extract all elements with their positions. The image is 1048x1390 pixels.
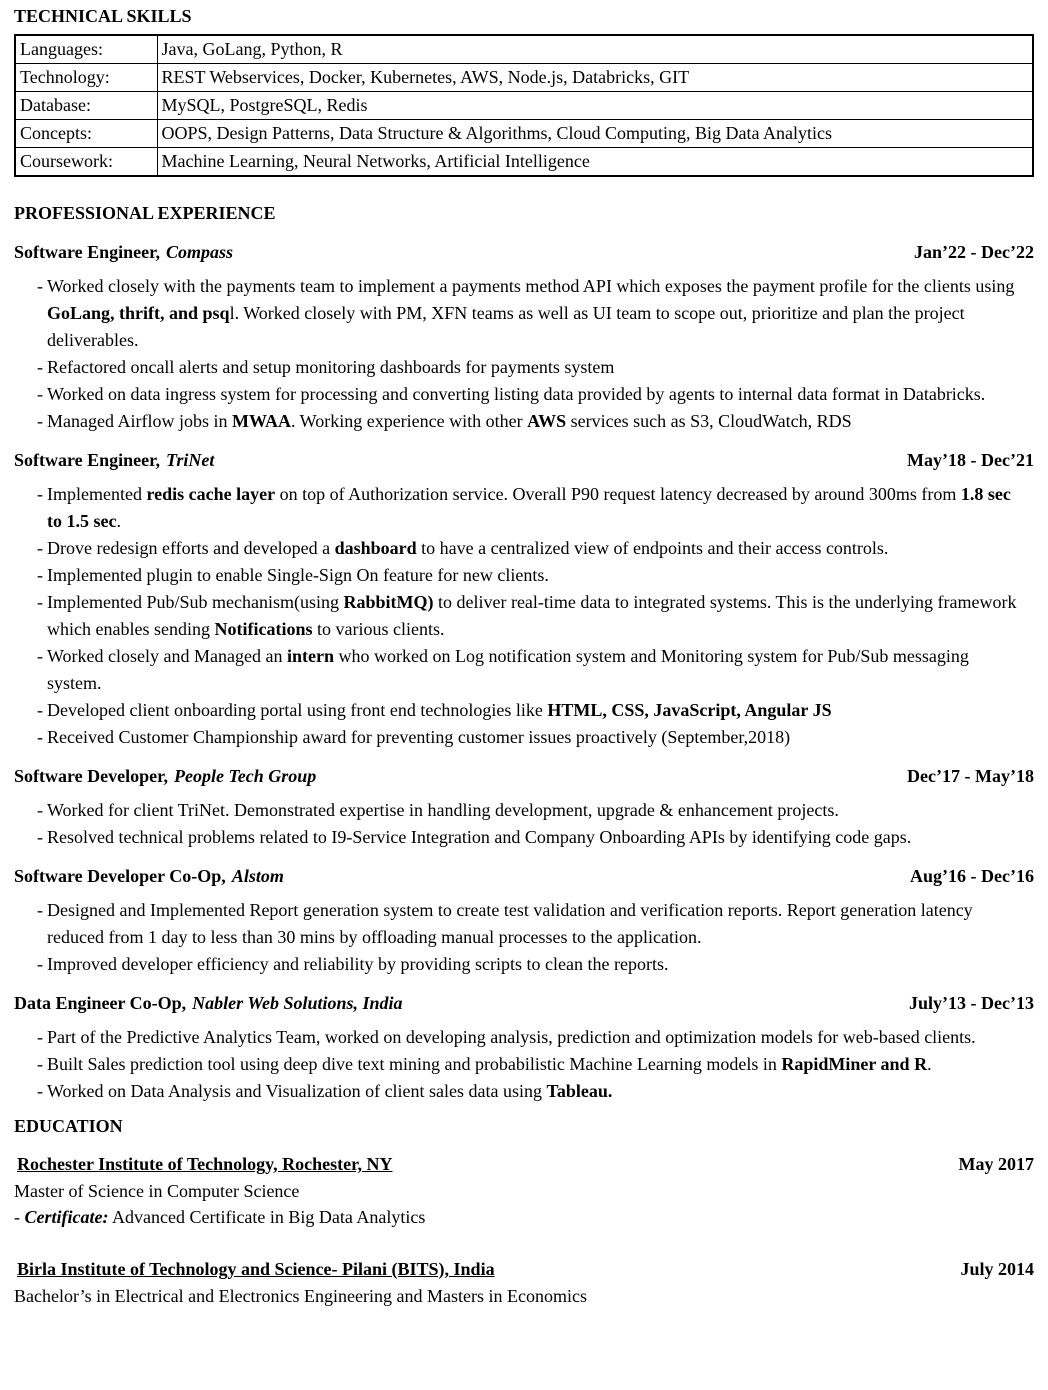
text-run: Implemented	[47, 484, 147, 504]
job-bullets	[14, 481, 1034, 751]
job-title: Data Engineer Co-Op,	[14, 993, 187, 1013]
skill-category-cell: Concepts:	[15, 120, 157, 148]
bullet-item	[14, 589, 1034, 643]
bold-text-run: AWS	[527, 411, 567, 431]
job-title-group	[14, 239, 233, 266]
bullet-item	[14, 897, 1034, 951]
text-run: to deliver real-time data to integrated systems. This is the underlying framework which enables sending	[47, 592, 1017, 639]
skills-table-row	[15, 64, 1033, 92]
bold-text-run: intern	[286, 646, 334, 666]
bullet-item	[14, 697, 1034, 724]
bullet-text	[47, 1051, 1034, 1078]
bullet-dash: -	[37, 1027, 43, 1047]
bullet-dash: -	[37, 954, 43, 974]
text-run: .	[116, 511, 121, 531]
bullet-dash: -	[37, 411, 43, 431]
job-header	[14, 990, 1034, 1017]
text-run: Part of the Predictive Analytics Team, worked on developing analysis, prediction and optimization models for web-based clients.	[47, 1027, 976, 1047]
text-run: Implemented plugin to enable Single-Sign On feature for new clients.	[47, 565, 549, 585]
text-run: Managed Airflow jobs in	[47, 411, 232, 431]
bullet-text	[47, 724, 1034, 751]
bullet-dash: -	[37, 357, 43, 377]
skill-value-cell: Java, GoLang, Python, R	[157, 35, 1033, 64]
text-run: Resolved technical problems related to I9-Service Integration and Company Onboarding APIs by identifying code gaps.	[47, 827, 912, 847]
bullet-dash: -	[37, 727, 43, 747]
school-detail-line	[14, 1178, 1034, 1204]
job-title-group	[14, 990, 403, 1017]
skill-value-cell: Machine Learning, Neural Networks, Artificial Intelligence	[157, 148, 1033, 177]
job-entry	[14, 763, 1034, 851]
skills-table-row	[15, 120, 1033, 148]
text-run: to have a centralized view of endpoints and their access controls.	[416, 538, 889, 558]
bullet-text	[47, 354, 1034, 381]
skills-table-row	[15, 148, 1033, 177]
school-entry	[14, 1256, 1034, 1309]
bullet-item	[14, 951, 1034, 978]
bold-text-run: RabbitMQ)	[343, 592, 434, 612]
bullet-text	[47, 408, 1034, 435]
bold-italic-text-run: Certificate:	[24, 1207, 109, 1227]
text-run: Drove redesign efforts and developed a	[47, 538, 335, 558]
school-header	[14, 1256, 1034, 1283]
job-header	[14, 239, 1034, 266]
bold-text-run: MWAA	[231, 411, 291, 431]
job-title: Software Engineer,	[14, 242, 160, 262]
bullet-text	[47, 562, 1034, 589]
school-date: May 2017	[958, 1154, 1034, 1174]
job-bullets	[14, 1024, 1034, 1105]
job-dates: Dec’17 - May’18	[907, 766, 1034, 786]
job-company: Compass	[166, 242, 234, 262]
job-header	[14, 763, 1034, 790]
text-run: services such as S3, CloudWatch, RDS	[566, 411, 852, 431]
text-run: to various clients.	[312, 619, 445, 639]
text-run: Advanced Certificate in Big Data Analytics	[108, 1207, 426, 1227]
text-run: Built Sales prediction tool using deep dive text mining and probabilistic Machine Learning models in	[47, 1054, 782, 1074]
job-title: Software Developer,	[14, 766, 168, 786]
job-entry	[14, 990, 1034, 1105]
job-list	[14, 239, 1034, 1105]
job-dates: Aug’16 - Dec’16	[910, 866, 1034, 886]
bold-text-run: redis cache layer	[146, 484, 276, 504]
job-bullets	[14, 273, 1034, 435]
job-dates: July’13 - Dec’13	[909, 993, 1034, 1013]
job-entry	[14, 239, 1034, 435]
bullet-dash: -	[37, 384, 43, 404]
bullet-item	[14, 354, 1034, 381]
text-run: l. Worked closely with PM, XFN teams as well as UI team to scope out, prioritize and plan the project deliverables.	[47, 303, 965, 350]
bullet-text	[47, 897, 1034, 951]
bullet-dash: -	[37, 827, 43, 847]
text-run: Worked for client TriNet. Demonstrated expertise in handling development, upgrade & enhancement projects.	[47, 800, 839, 820]
bullet-text	[47, 697, 1034, 724]
skill-category-cell: Database:	[15, 92, 157, 120]
bold-text-run: HTML, CSS, JavaScript, Angular JS	[547, 700, 832, 720]
bullet-item	[14, 824, 1034, 851]
skill-value-cell: MySQL, PostgreSQL, Redis	[157, 92, 1033, 120]
bullet-item	[14, 408, 1034, 435]
text-run: Worked on Data Analysis and Visualization of client sales data using	[47, 1081, 547, 1101]
job-header	[14, 863, 1034, 890]
text-run: on top of Authorization service. Overall P90 request latency decreased by around 300ms from	[275, 484, 961, 504]
bullet-dash: -	[37, 1054, 43, 1074]
job-entry	[14, 447, 1034, 751]
bullet-item	[14, 535, 1034, 562]
bullet-text	[47, 643, 1034, 697]
bullet-text	[47, 273, 1034, 354]
text-run: -	[14, 1207, 25, 1227]
bold-text-run: 1.8 sec to 1.5 sec	[47, 484, 1011, 531]
text-run: Refactored oncall alerts and setup monitoring dashboards for payments system	[47, 357, 615, 377]
section-technical-skills	[14, 3, 1034, 177]
technical-skills-heading: TECHNICAL SKILLS	[14, 6, 192, 26]
skill-category-cell: Coursework:	[15, 148, 157, 177]
job-title-group	[14, 763, 316, 790]
bullet-dash: -	[37, 800, 43, 820]
job-entry	[14, 863, 1034, 978]
job-title-group	[14, 447, 214, 474]
bullet-text	[47, 535, 1034, 562]
school-name: Rochester Institute of Technology, Rochester, NY	[17, 1154, 393, 1174]
bullet-text	[47, 481, 1034, 535]
school-detail-line	[14, 1204, 1034, 1230]
text-run: . Working experience with other	[290, 411, 528, 431]
bullet-item	[14, 724, 1034, 751]
text-run: who worked on Log notification system and Monitoring system for Pub/Sub messaging system.	[47, 646, 969, 693]
job-dates: Jan’22 - Dec’22	[914, 242, 1034, 262]
school-date: July 2014	[960, 1259, 1034, 1279]
section-professional-experience	[14, 200, 1034, 1105]
skills-table	[14, 34, 1034, 177]
text-run: Worked on data ingress system for processing and converting listing data provided by agents to internal data format in Databricks.	[47, 384, 986, 404]
school-list	[14, 1151, 1034, 1309]
job-company: TriNet	[166, 450, 215, 470]
school-detail-line	[14, 1283, 1034, 1309]
text-run: Developed client onboarding portal using front end technologies like	[47, 700, 548, 720]
text-run: Designed and Implemented Report generation system to create test validation and verification reports. Report generation latency reduced from 1 day to less than 30 mins by offloading manual processes to the application.	[47, 900, 973, 947]
bold-text-run: Tableau.	[546, 1081, 613, 1101]
bullet-text	[47, 1024, 1034, 1051]
job-dates: May’18 - Dec’21	[907, 450, 1034, 470]
bullet-text	[47, 381, 1034, 408]
skill-value-cell: OOPS, Design Patterns, Data Structure & Algorithms, Cloud Computing, Big Data Analytics	[157, 120, 1033, 148]
skills-table-row	[15, 92, 1033, 120]
job-company: Alstom	[231, 866, 284, 886]
text-run: Worked closely and Managed an	[47, 646, 287, 666]
text-run: Bachelor’s in Electrical and Electronics Engineering and Masters in Economics	[14, 1286, 587, 1306]
bullet-item	[14, 1051, 1034, 1078]
bullet-dash: -	[37, 1081, 43, 1101]
bullet-item	[14, 797, 1034, 824]
bullet-dash: -	[37, 592, 43, 612]
bullet-item	[14, 643, 1034, 697]
bullet-text	[47, 824, 1034, 851]
bold-text-run: dashboard	[334, 538, 417, 558]
skill-category-cell: Languages:	[15, 35, 157, 64]
skill-value-cell: REST Webservices, Docker, Kubernetes, AWS, Node.js, Databricks, GIT	[157, 64, 1033, 92]
bullet-dash: -	[37, 484, 43, 504]
bullet-dash: -	[37, 900, 43, 920]
bold-text-run: RapidMiner and R	[781, 1054, 928, 1074]
bullet-dash: -	[37, 700, 43, 720]
bullet-dash: -	[37, 565, 43, 585]
text-run: Received Customer Championship award for preventing customer issues proactively (September,2018)	[47, 727, 791, 747]
bullet-text	[47, 797, 1034, 824]
bullet-item	[14, 273, 1034, 354]
job-title-group	[14, 863, 284, 890]
bullet-item	[14, 1024, 1034, 1051]
bullet-dash: -	[37, 276, 43, 296]
job-title: Software Engineer,	[14, 450, 160, 470]
bullet-item	[14, 481, 1034, 535]
job-title: Software Developer Co-Op,	[14, 866, 226, 886]
bullet-text	[47, 1078, 1034, 1105]
job-bullets	[14, 897, 1034, 978]
text-run: Master of Science in Computer Science	[14, 1181, 300, 1201]
school-entry	[14, 1151, 1034, 1230]
bold-text-run: GoLang, thrift, and psq	[47, 303, 230, 323]
skill-category-cell: Technology:	[15, 64, 157, 92]
bullet-text	[47, 589, 1034, 643]
skills-table-row	[15, 35, 1033, 64]
job-bullets	[14, 797, 1034, 851]
bold-text-run: Notifications	[214, 619, 313, 639]
bullet-item	[14, 562, 1034, 589]
education-heading: EDUCATION	[14, 1116, 123, 1136]
school-header	[14, 1151, 1034, 1178]
text-run: Implemented Pub/Sub mechanism(using	[47, 592, 344, 612]
bullet-text	[47, 951, 1034, 978]
job-company: People Tech Group	[173, 766, 317, 786]
text-run: Worked closely with the payments team to implement a payments method API which exposes the payment profile for the clients using	[47, 276, 1015, 296]
section-education	[14, 1113, 1034, 1309]
job-company: Nabler Web Solutions, India	[192, 993, 403, 1013]
bullet-item	[14, 381, 1034, 408]
bullet-dash: -	[37, 538, 43, 558]
bullet-item	[14, 1078, 1034, 1105]
job-header	[14, 447, 1034, 474]
text-run: Improved developer efficiency and reliability by providing scripts to clean the reports.	[47, 954, 669, 974]
professional-experience-heading: PROFESSIONAL EXPERIENCE	[14, 203, 276, 223]
text-run: .	[927, 1054, 932, 1074]
bullet-dash: -	[37, 646, 43, 666]
school-name: Birla Institute of Technology and Science- Pilani (BITS), India	[17, 1259, 495, 1279]
